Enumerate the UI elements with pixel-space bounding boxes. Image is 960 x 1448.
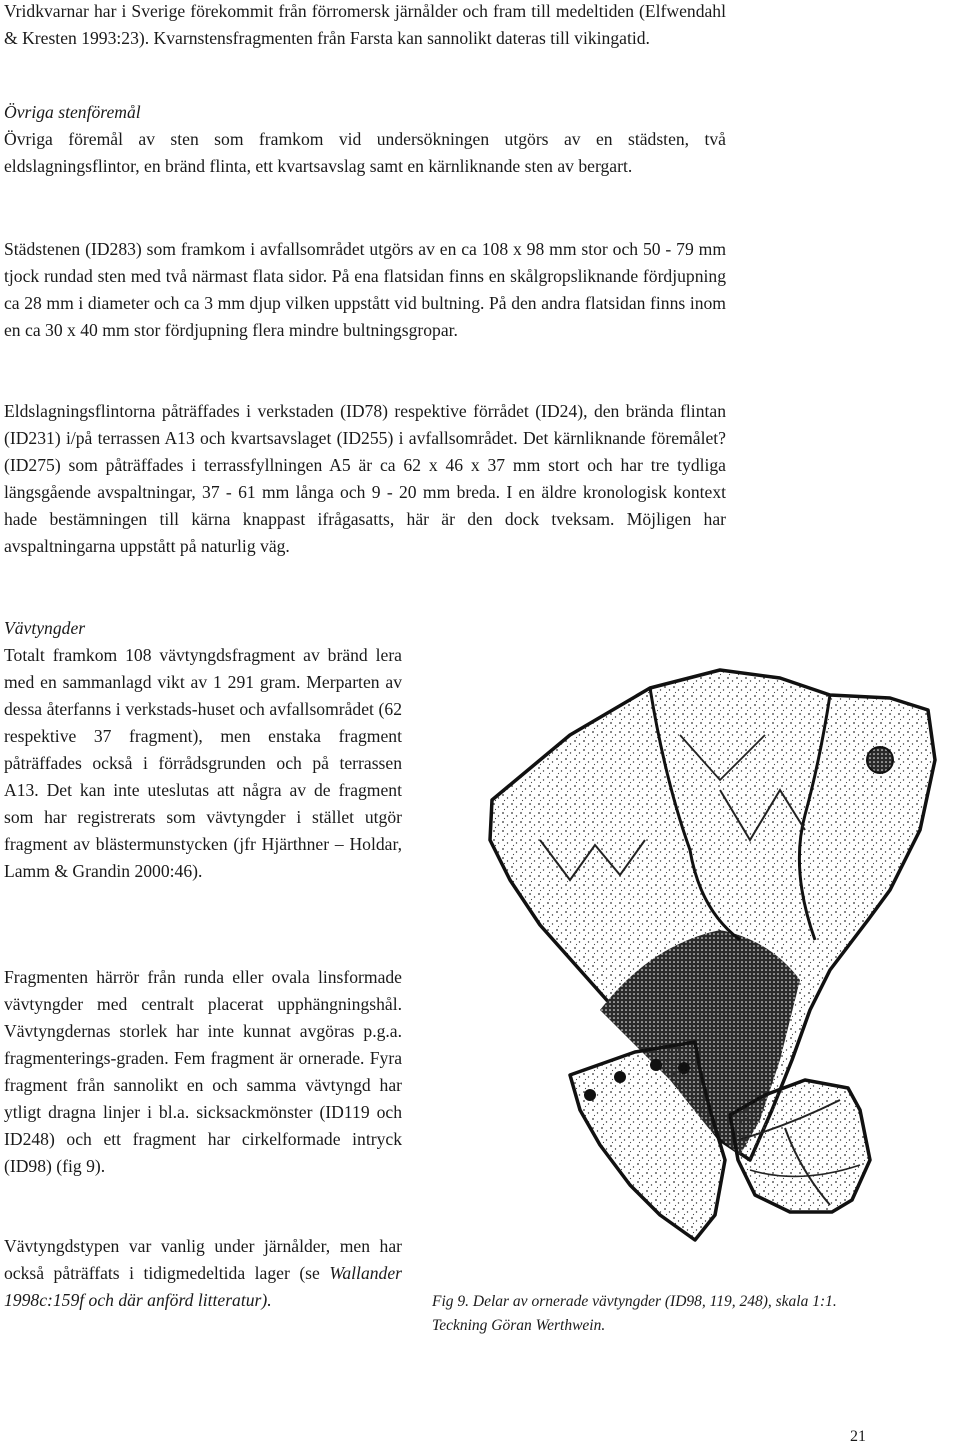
loom-weight-fragments-drawing [420,640,940,1270]
stone-paragraph-1: Övriga föremål av sten som framkom vid undersökningen utgörs av en städsten, två eldslagningsflintor, en bränd flinta, ett kvartsavslag samt en kärnliknande sten av bergart. [4,129,726,176]
figure-caption [432,1290,912,1338]
page-number: 21 [850,1428,866,1445]
section-heading-weights: Vävtyngder [4,618,86,638]
stone-paragraph-3: Eldslagningsflintorna påträffades i verkstaden (ID78) respektive förrådet (ID24), den brända flintan (ID231) i/på terrassen A13 och kvartsavslaget (ID255) i avfallsområdet. Det kärnliknande föremålet? (ID275) som påträffades i terrassfyllningen A5 är ca 62 x 46 x 37 mm stort och har tre tydliga längsgående avspaltningar, 37 - 61 mm långa och 9 - 20 mm breda. I en äldre kronologisk kontext hade bestämningen till kärna knappast ifrågasatts, här är den dock tveksam. Möjligen har avspaltningarna uppstått på naturlig väg. [4,401,726,556]
weights-paragraph-1: Totalt framkom 108 vävtyngdsfragment av bränd lera med en sammanlagd vikt av 1 291 gram. Merparten av dessa återfanns i verkstads-huset och avfallsområdet (62 respektive 37 fragment), men enstaka fragment påträffades också i förrådsgrunden och på terrassen A13. Det kan inte uteslutas att några av de fragment som har registrerats som vävtyngder i stället utgör fragment av blästermunstycken (jfr Hjärthner – Holdar, Lamm & Grandin 2000:46). [4,645,402,881]
stone-paragraph-2: Städstenen (ID283) som framkom i avfallsområdet utgörs av en ca 108 x 98 mm stor och 50 - 79 mm tjock rundad sten med två närmast flata sidor. På ena flatsidan finns en skålgropsliknande fördjupning ca 28 mm i diameter och ca 3 mm djup vilken uppstått vid bultning. På den andra flatsidan finns inom en ca 30 x 40 mm stor fördjupning flera mindre bultningsgropar. [4,239,726,340]
figure-caption-line-1: Fig 9. Delar av ornerade vävtyngder (ID98, 119, 248), skala 1:1. [432,1293,837,1310]
figure-caption-line-2: Teckning Göran Werthwein. [432,1317,606,1334]
fragment-small-left [570,1042,725,1240]
weights-paragraph-2: Fragmenten härrör från runda eller ovala linsformade vävtyngder med centralt placerat upphängningshål. Vävtyngdernas storlek har inte kunnat avgöras p.g.a. fragmenterings-graden. Fem fragment är ornerade. Fyra fragment från sannolikt en och samma vävtyngd har ytligt dragna linjer i bl.a. sicksackmönster (ID119 och ID248) och ett fragment har cirkelformade intryck (ID98) (fig 9). [4,967,402,1176]
fragment-large [490,670,935,1160]
intro-text: Vridkvarnar har i Sverige förekommit från förromersk järnålder och fram till medeltiden (Elfwendahl & Kresten 1993:23). Kvarnstensfragmenten från Farsta kan sannolikt dateras till vikingatid. [4,1,726,48]
section-heading-stone: Övriga stenföremål [4,102,141,122]
weights-paragraph-3-citation: Wallander 1998c:159f och där anförd litteratur). [4,1263,402,1310]
weights-paragraph-3-text: Vävtyngdstypen var vanlig under järnålder, men har också påträffats i tidigmedeltida lager (se [4,1236,402,1283]
weights-paragraph-3 [4,1233,402,1314]
intro-paragraph [4,0,726,52]
